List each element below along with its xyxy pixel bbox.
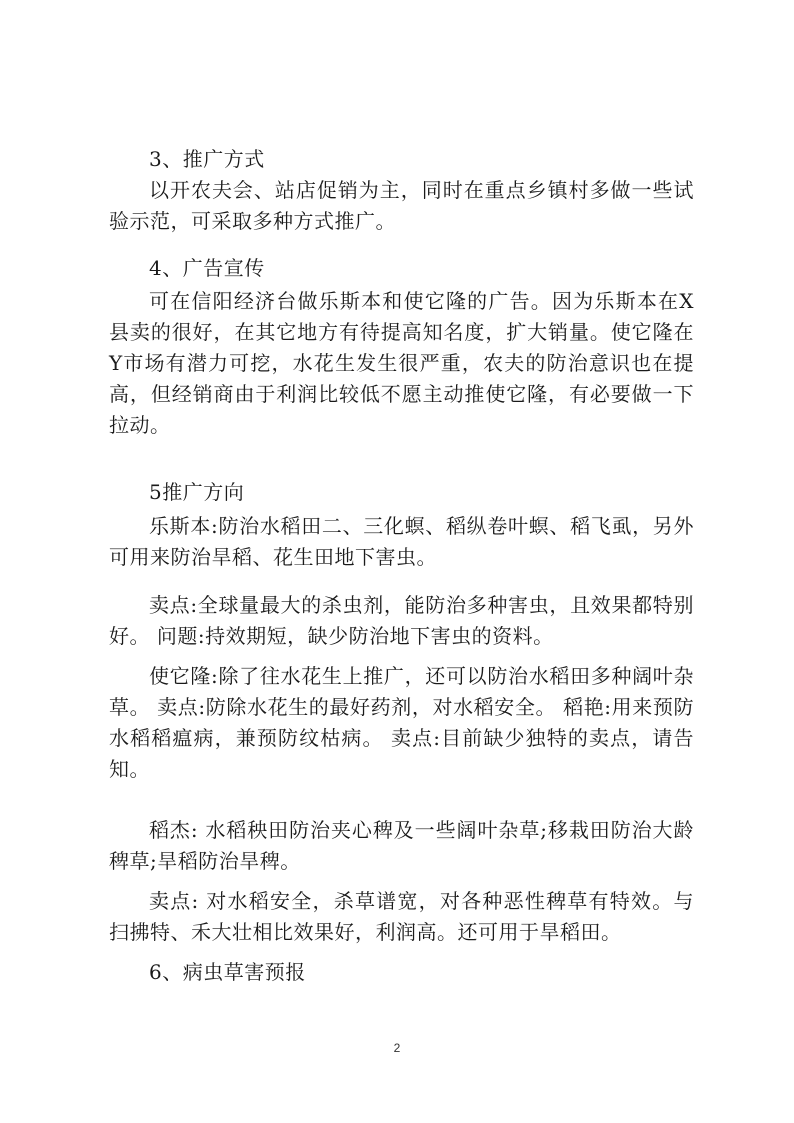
section-5-paragraph: 卖点:全球量最大的杀虫剂，能防治多种害虫，且效果都特别好。 问题:持效期短，缺少防治地下害虫的资料。 (109, 593, 694, 648)
section-5-paragraph: 使它隆:除了往水花生上推广，还可以防治水稻田多种阔叶杂草。 卖点:防除水花生的最好药剂，对水稻安全。 稻艳:用来预防水稻稻瘟病，兼预防纹枯病。 卖点:目前缺少独特的卖点，请告知。 (109, 664, 694, 781)
section-3-heading: 3、推广方式 (149, 147, 265, 171)
section-5-paragraph: 稻杰: 水稻秧田防治夹心稗及一些阔叶杂草;移栽田防治大龄稗草;旱稻防治旱稗。 (109, 818, 694, 873)
page-number: 2 (393, 1041, 401, 1055)
section-6-heading: 6、病虫草害预报 (149, 960, 306, 984)
section-5-paragraph: 卖点: 对水稻安全，杀草谱宽，对各种恶性稗草有特效。与扫拂特、禾大壮相比效果好，利润高。还可用于旱稻田。 (109, 889, 694, 944)
section-3-body: 以开农夫会、站店促销为主，同时在重点乡镇村多做一些试验示范，可采取多种方式推广。 (109, 178, 694, 233)
section-5-paragraph: 乐斯本:防治水稻田二、三化螟、稻纵卷叶螟、稻飞虱，另外可用来防治旱稻、花生田地下害虫。 (109, 514, 694, 569)
section-4-heading: 4、广告宣传 (149, 256, 265, 280)
section-4-body: 可在信阳经济台做乐斯本和使它隆的广告。因为乐斯本在X县卖的很好，在其它地方有待提高知名度，扩大销量。使它隆在Y市场有潜力可挖，水花生发生很严重，农夫的防治意识也在提高，但经销商由于利润比较低不愿主动推使它隆，有必要做一下拉动。 (109, 289, 694, 437)
section-5-heading: 5推广方向 (149, 480, 245, 504)
